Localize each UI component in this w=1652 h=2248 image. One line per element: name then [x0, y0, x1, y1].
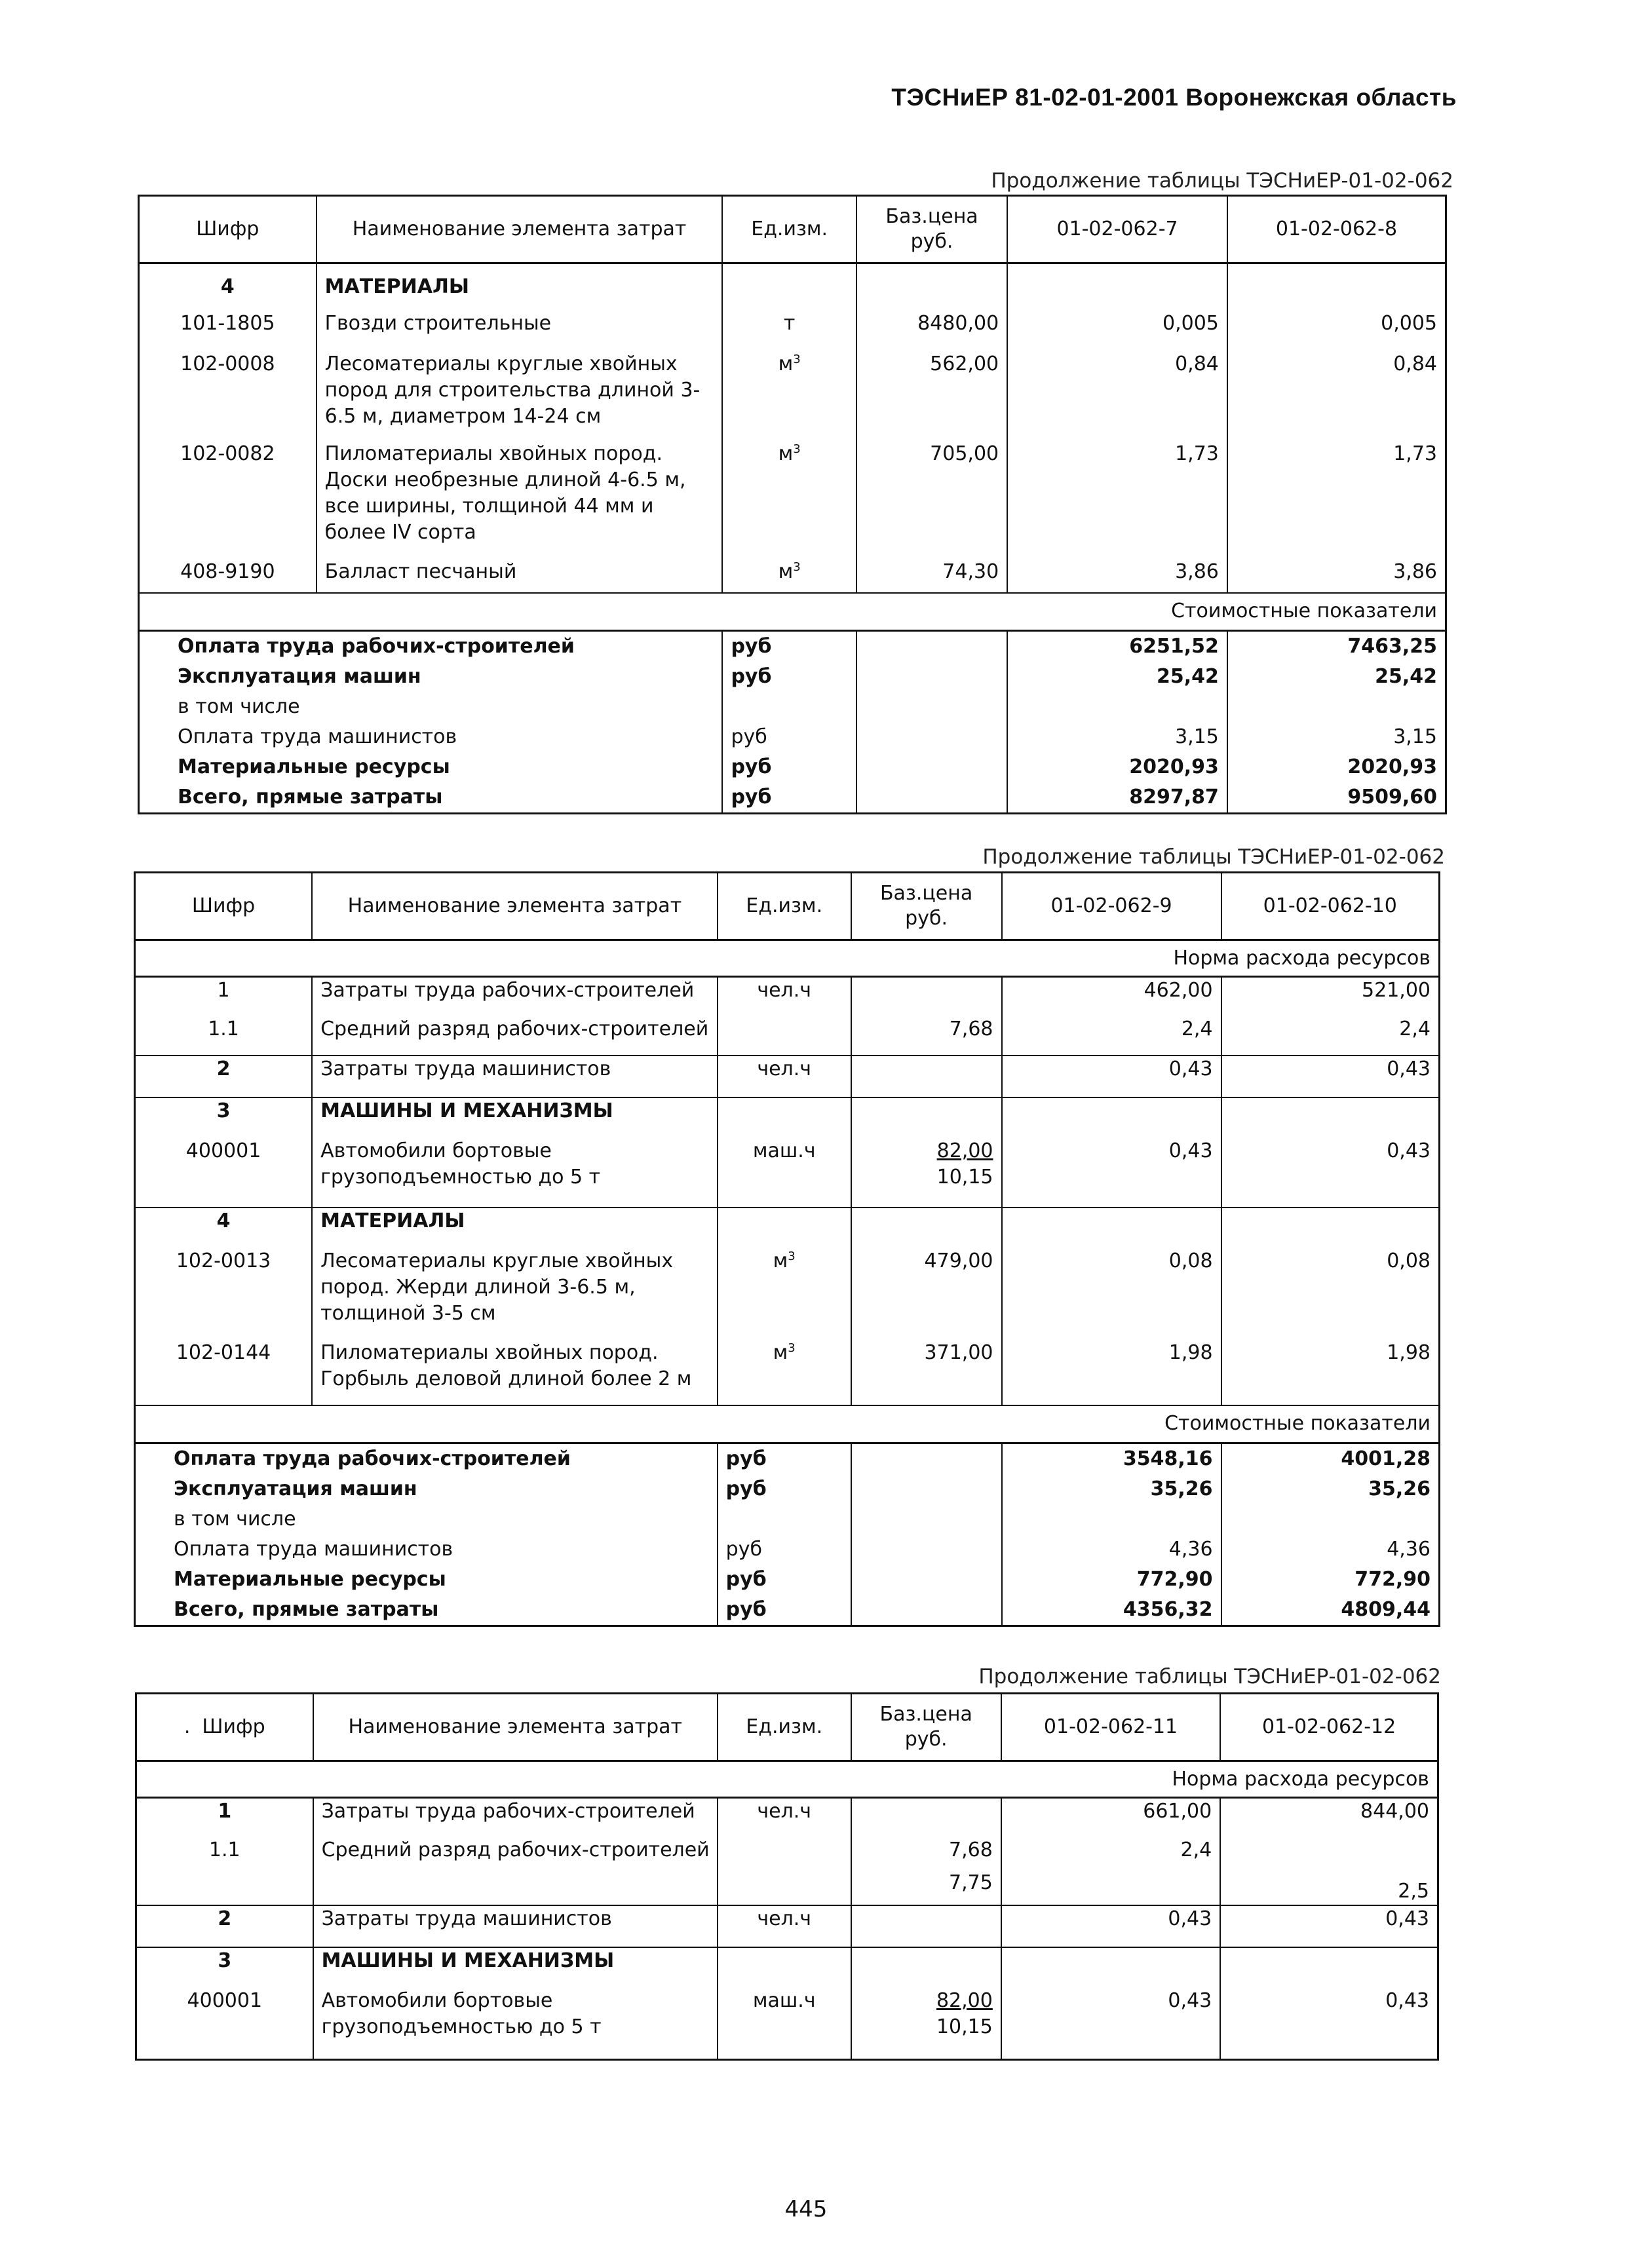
- cost-row: Оплата труда рабочих-строителей руб 6251,52 7463,25: [139, 631, 1446, 662]
- table-row: 1.1 Средний разряд рабочих-строителей 7,68 2,4 2,4: [135, 1016, 1440, 1056]
- table-header-row: [139, 196, 1446, 263]
- table-row: 102-0082 Пиломатериалы хвойных пород. Доски необрезные длиной 4-6.5 м, все ширины, толщиной 44 мм и более IV сорта $м^3$ 705,00 1,73 1,73: [139, 441, 1446, 559]
- col-header-unit: Ед.изм.: [722, 196, 856, 263]
- table-row: 408-9190 Балласт песчаный $м^3$ 74,30 3,86 3,86: [139, 559, 1446, 593]
- resource-table-3: [135, 1692, 1439, 2061]
- section-row: 4 МАТЕРИАЛЫ: [139, 263, 1446, 311]
- table-row: 1 Затраты труда рабочих-строителей чел.ч 661,00 844,00: [136, 1798, 1438, 1837]
- col-header-a: 01-02-062-9: [1002, 873, 1221, 940]
- col-header-price: Баз.цена руб.: [851, 1694, 1001, 1761]
- cost-row: Оплата труда машинистов руб 4,36 4,36: [135, 1534, 1440, 1565]
- page-number: 445: [784, 2196, 828, 2222]
- col-header-b: 01-02-062-10: [1221, 873, 1440, 940]
- table-row: 1.1 Средний разряд рабочих-строителей 7,68 7,75 2,4 2,5: [136, 1837, 1438, 1905]
- section-row: 4 МАТЕРИАЛЫ: [135, 1208, 1440, 1248]
- col-header-unit: Ед.изм.: [718, 873, 851, 940]
- table-row: 2 Затраты труда машинистов чел.ч 0,43 0,43: [136, 1905, 1438, 1947]
- cost-row: Эксплуатация машин руб 25,42 25,42: [139, 662, 1446, 692]
- norm-band-row: Норма расхода ресурсов: [135, 940, 1440, 977]
- table-row: 102-0008 Лесоматериалы круглые хвойных пород для строительства длиной 3-6.5 м, диаметром 14-24 см $м^3$ 562,00 0,84 0,84: [139, 351, 1446, 441]
- table-row: 400001 Автомобили бортовые грузоподъемностью до 5 т маш.ч 82,00 10,15 0,43 0,43: [136, 1988, 1438, 2060]
- table-row: 2 Затраты труда машинистов чел.ч 0,43 0,43: [135, 1056, 1440, 1097]
- cost-row: Материальные ресурсы руб 2020,93 2020,93: [139, 752, 1446, 782]
- norm-band-row: Норма расхода ресурсов: [136, 1761, 1438, 1798]
- cost-row: Оплата труда рабочих-строителей руб 3548,16 4001,28: [135, 1443, 1440, 1475]
- col-header-code: . Шифр: [136, 1694, 313, 1761]
- cost-row: Всего, прямые затраты руб 4356,32 4809,44: [135, 1595, 1440, 1626]
- table-row: 102-0144 Пиломатериалы хвойных пород. Горбыль деловой длиной более 2 м $м^3$ 371,00 1,98 1,98: [135, 1340, 1440, 1405]
- col-header-a: 01-02-062-11: [1001, 1694, 1220, 1761]
- table-row: 400001 Автомобили бортовые грузоподъемностью до 5 т маш.ч 82,00 10,15 0,43 0,43: [135, 1138, 1440, 1208]
- col-header-code: Шифр: [135, 873, 313, 940]
- table-caption-2: Продолжение таблицы ТЭСНиЕР-01-02-062: [982, 845, 1445, 869]
- section-row: 3 МАШИНЫ И МЕХАНИЗМЫ: [136, 1947, 1438, 1988]
- cost-row: в том числе: [139, 692, 1446, 722]
- cost-row: Оплата труда машинистов руб 3,15 3,15: [139, 722, 1446, 752]
- table-row: 101-1805 Гвозди строительные т 8480,00 0,005 0,005: [139, 311, 1446, 351]
- col-header-name: Наименование элемента затрат: [317, 196, 723, 263]
- table-row: 1 Затраты труда рабочих-строителей чел.ч 462,00 521,00: [135, 977, 1440, 1016]
- cost-row: Материальные ресурсы руб 772,90 772,90: [135, 1565, 1440, 1595]
- col-header-b: 01-02-062-8: [1227, 196, 1446, 263]
- col-header-price: Баз.цена руб.: [851, 873, 1002, 940]
- col-header-b: 01-02-062-12: [1220, 1694, 1438, 1761]
- table-header-row: [136, 1694, 1438, 1761]
- table-header-row: [135, 873, 1440, 940]
- col-header-name: Наименование элемента затрат: [313, 1694, 718, 1761]
- col-header-code: Шифр: [139, 196, 317, 263]
- section-row: 3 МАШИНЫ И МЕХАНИЗМЫ: [135, 1097, 1440, 1138]
- cost-band-row: Стоимостные показатели: [139, 593, 1446, 631]
- resource-table-1: [138, 195, 1447, 814]
- col-header-a: 01-02-062-7: [1007, 196, 1227, 263]
- cost-row: Эксплуатация машин руб 35,26 35,26: [135, 1474, 1440, 1504]
- cost-row: Всего, прямые затраты руб 8297,87 9509,60: [139, 782, 1446, 814]
- cost-band-row: Стоимостные показатели: [135, 1405, 1440, 1443]
- resource-table-2: [134, 871, 1440, 1627]
- col-header-unit: Ед.изм.: [718, 1694, 851, 1761]
- table-caption-3: Продолжение таблицы ТЭСНиЕР-01-02-062: [978, 1665, 1441, 1688]
- table-caption-1: Продолжение таблицы ТЭСНиЕР-01-02-062: [991, 169, 1453, 193]
- table-row: 102-0013 Лесоматериалы круглые хвойных пород. Жерди длиной 3-6.5 м, толщиной 3-5 см $м^3$ 479,00 0,08 0,08: [135, 1248, 1440, 1340]
- cost-row: в том числе: [135, 1504, 1440, 1534]
- col-header-price: Баз.цена руб.: [856, 196, 1007, 263]
- document-title: ТЭСНиЕР 81-02-01-2001 Воронежская область: [891, 84, 1457, 111]
- col-header-name: Наименование элемента затрат: [312, 873, 718, 940]
